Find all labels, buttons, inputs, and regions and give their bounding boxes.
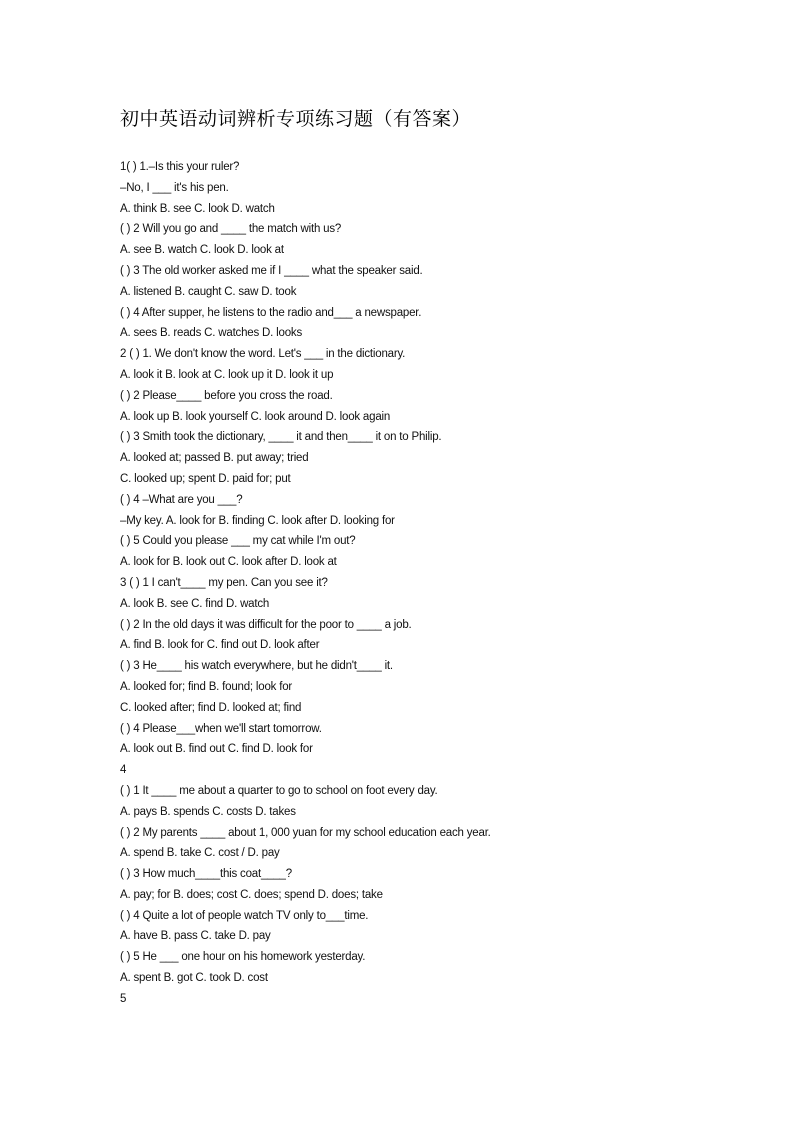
text-line: A. look out B. find out C. find D. look for [120,743,313,756]
text-line: A. have B. pass C. take D. pay [120,930,271,943]
text-line: C. looked after; find D. looked at; find [120,701,302,714]
text-line: 5 [120,992,127,1005]
text-line: A. listened B. caught C. saw D. took [120,285,297,298]
text-line: –My key. A. look for B. finding C. look after D. looking for [120,514,395,527]
text-line: A. see B. watch C. look D. look at [120,244,284,257]
text-line: A. look it B. look at C. look up it D. look it up [120,368,334,381]
text-line: ( ) 2 In the old days it was difficult for the poor to ____ a job. [120,618,412,631]
text-line: ( ) 3 How much____this coat____? [120,868,292,881]
text-line: A. find B. look for C. find out D. look after [120,639,320,652]
text-line: A. pays B. spends C. costs D. takes [120,805,296,818]
text-line: A. looked at; passed B. put away; tried [120,452,309,465]
text-line: 3 ( ) 1 I can't____ my pen. Can you see it? [120,576,328,589]
text-line: ( ) 5 Could you please ___ my cat while I'm out? [120,535,356,548]
text-line: A. spend B. take C. cost / D. pay [120,847,280,860]
text-line: C. looked up; spent D. paid for; put [120,472,291,485]
text-line: A. look up B. look yourself C. look around D. look again [120,410,391,423]
text-line: 4 [120,764,127,777]
text-line: ( ) 1 It ____ me about a quarter to go to school on foot every day. [120,784,438,797]
text-line: A. think B. see C. look D. watch [120,202,275,215]
text-line: ( ) 2 My parents ____ about 1, 000 yuan for my school education each year. [120,826,491,839]
text-line: ( ) 4 Please___when we'll start tomorrow. [120,722,322,735]
text-line: A. looked for; find B. found; look for [120,680,293,693]
text-line: ( ) 4 –What are you ___? [120,493,243,506]
text-line: ( ) 4 After supper, he listens to the radio and___ a newspaper. [120,306,422,319]
text-line: ( ) 3 He____ his watch everywhere, but he didn't____ it. [120,660,393,673]
exercise-body [120,157,760,1010]
text-line: –No, I ___ it's his pen. [120,181,229,194]
text-line: A. sees B. reads C. watches D. looks [120,327,302,340]
text-line: ( ) 2 Will you go and ____ the match with us? [120,223,342,236]
text-line: ( ) 2 Please____ before you cross the road. [120,389,333,402]
text-line: ( ) 3 The old worker asked me if I ____ what the speaker said. [120,264,423,277]
text-line: A. spent B. got C. took D. cost [120,972,268,985]
text-line: 2 ( ) 1. We don't know the word. Let's ___ in the dictionary. [120,348,406,361]
page-title: 初中英语动词辨析专项练习题（有答案） [120,108,472,130]
text-line: A. pay; for B. does; cost C. does; spend D. does; take [120,888,383,901]
text-line: A. look for B. look out C. look after D. look at [120,556,337,569]
text-line: ( ) 5 He ___ one hour on his homework yesterday. [120,951,366,964]
text-line: ( ) 3 Smith took the dictionary, ____ it and then____ it on to Philip. [120,431,442,444]
text-line: ( ) 4 Quite a lot of people watch TV only to___time. [120,909,369,922]
text-line: 1( ) 1.–Is this your ruler? [120,161,240,173]
text-line: A. look B. see C. find D. watch [120,597,270,610]
